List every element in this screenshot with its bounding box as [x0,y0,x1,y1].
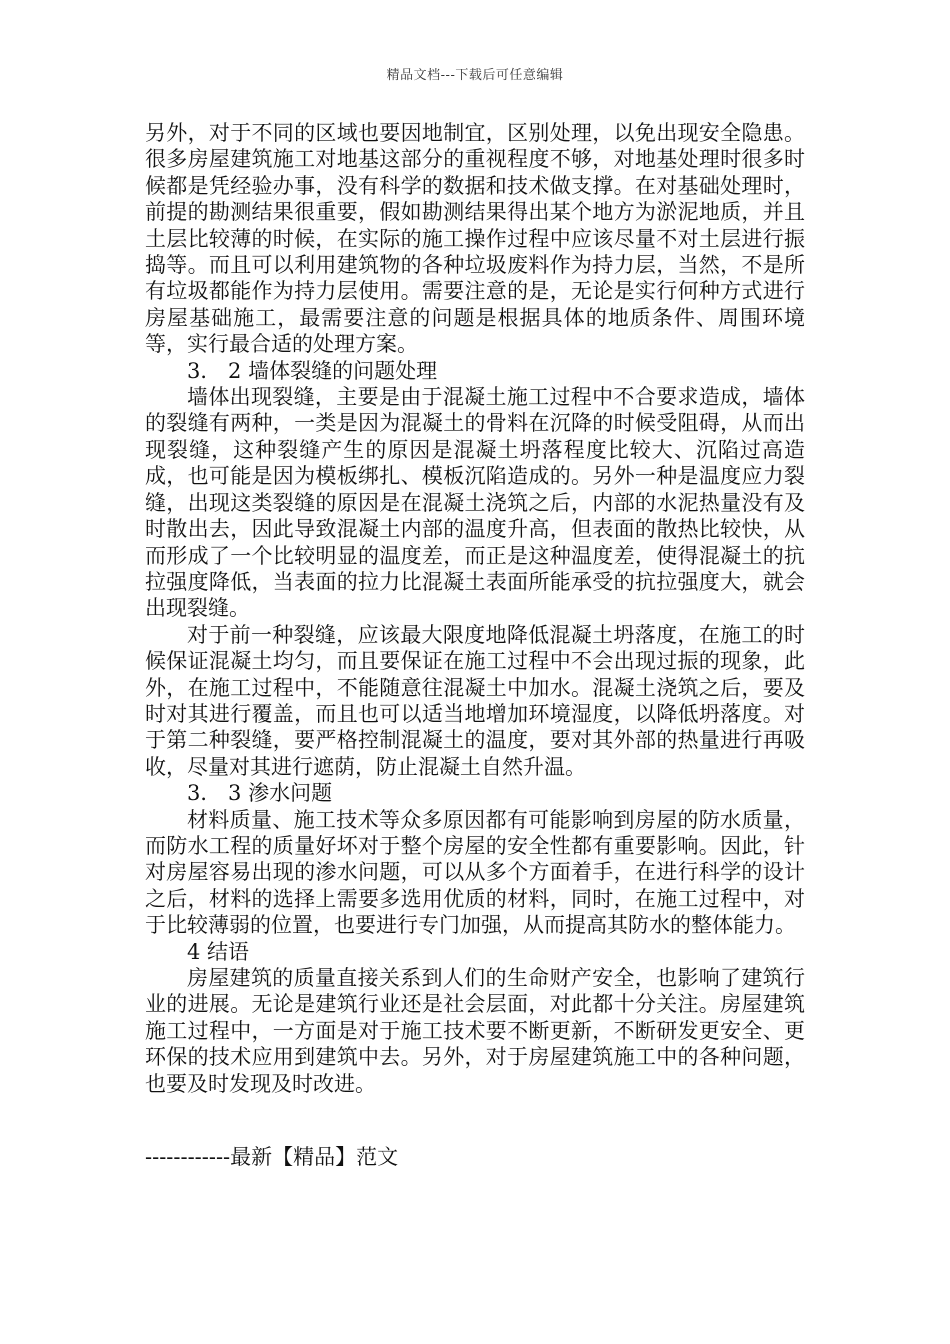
paragraph: 另外，对于不同的区域也要因地制宜，区别处理，以免出现安全隐患。很多房屋建筑施工对地基这部分的重视程度不够，对地基处理时很多时候都是凭经验办事，没有科学的数据和技术做支撑。在对基础处理时，前提的勘测结果很重要，假如勘测结果得出某个地方为淤泥地质，并且土层比较薄的时候，在实际的施工操作过程中应该尽量不对土层进行振捣等。而且可以利用建筑物的各种垃圾废料作为持力层，当然，不是所有垃圾都能作为持力层使用。需要注意的是，无论是实行何种方式进行房屋基础施工，最需要注意的问题是根据具体的地质条件、周围环境等，实行最合适的处理方案。 [145,121,805,357]
paragraph: 对于前一种裂缝，应该最大限度地降低混凝土坍落度，在施工的时候保证混凝土均匀，而且要保证在施工过程中不会出现过振的现象，此外，在施工过程中，不能随意往混凝土中加水。混凝土浇筑之后，要及时对其进行覆盖，而且也可以适当地增加环境湿度，以降低坍落度。对于第二种裂缝，要严格控制混凝土的温度，要对其外部的热量进行再吸收，尽量对其进行遮荫，防止混凝土自然升温。 [145,622,805,779]
paragraph: 墙体出现裂缝，主要是由于混凝土施工过程中不合要求造成，墙体的裂缝有两种，一类是因为混凝土的骨料在沉降的时候受阻碍，从而出现裂缝，这种裂缝产生的原因是混凝土坍落程度比较大、沉陷过高造成，也可能是因为模板绑扎、模板沉陷造成的。另外一种是温度应力裂缝，出现这类裂缝的原因是在混凝土浇筑之后，内部的水泥热量没有及时散出去，因此导致混凝土内部的温度升高，但表面的散热比较快，从而形成了一个比较明显的温度差，而正是这种温度差，使得混凝土的抗拉强度降低，当表面的拉力比混凝土表面所能承受的抗拉强度大，就会出现裂缝。 [145,385,805,621]
paragraph: 材料质量、施工技术等众多原因都有可能影响到房屋的防水质量，而防水工程的质量好坏对于整个房屋的安全性都有重要影响。因此，针对房屋容易出现的渗水问题，可以从多个方面着手，在进行科学的设计之后，材料的选择上需要多选用优质的材料，同时，在施工过程中，对于比较薄弱的位置，也要进行专门加强，从而提高其防水的整体能力。 [145,807,805,938]
page-header: 精品文档---下载后可任意编辑 [386,68,564,83]
page-footer: ------------最新【精品】范文 [145,1145,399,1169]
section-heading: 3． 2 墙体裂缝的问题处理 [187,358,438,383]
section-heading: 3． 3 渗水问题 [187,781,333,806]
paragraph: 房屋建筑的质量直接关系到人们的生命财产安全，也影响了建筑行业的进展。无论是建筑行业还是社会层面，对此都十分关注。房屋建筑施工过程中，一方面是对于施工技术要不断更新，不断研发更安全、更环保的技术应用到建筑中去。另外，对于房屋建筑施工中的各种问题，也要及时发现及时改进。 [145,966,805,1096]
section-heading: 4 结语 [187,939,250,964]
document-body [145,120,805,1097]
